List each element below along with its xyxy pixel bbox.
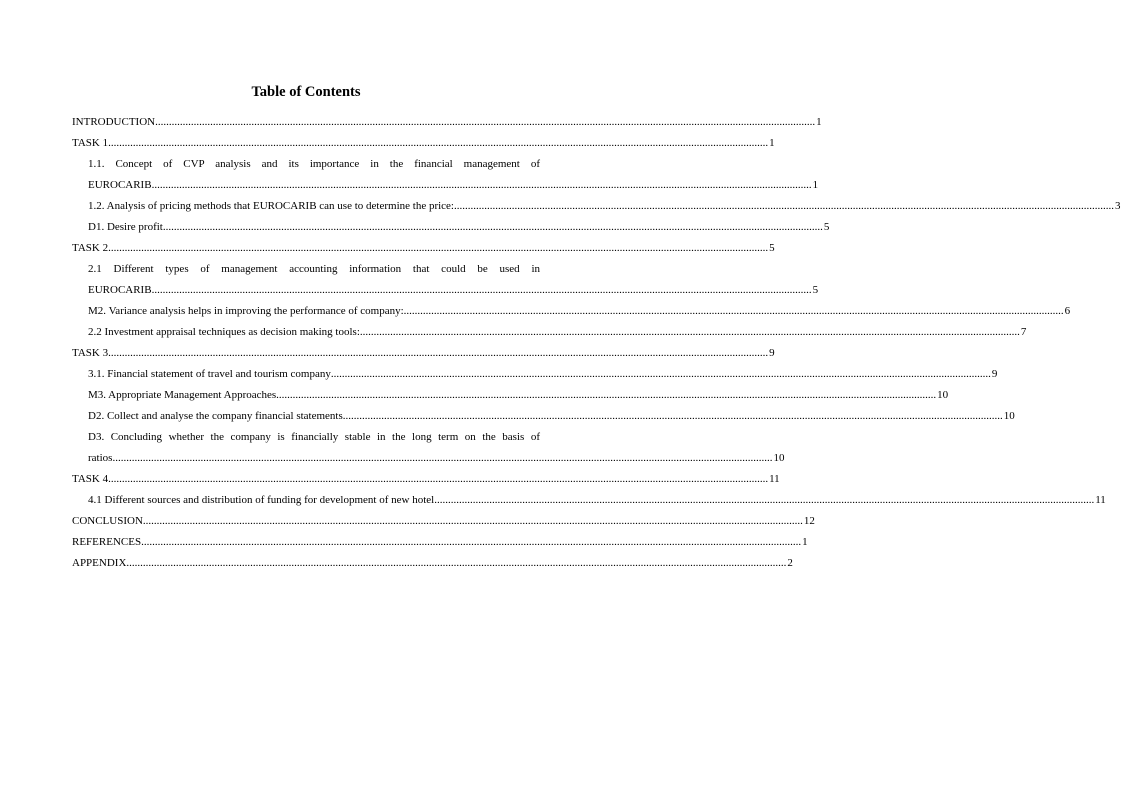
toc-entry-text: D1. Desire profit xyxy=(88,221,163,233)
toc-entry-2-2[interactable] xyxy=(72,322,1027,343)
toc-entry-page: 9 xyxy=(991,368,998,380)
toc-entry-page: 1 xyxy=(816,116,822,128)
toc-entry-text: M3. Appropriate Management Approaches xyxy=(88,389,277,401)
toc-entry-text: TASK 1 xyxy=(72,137,109,149)
toc-entry-page: 10 xyxy=(937,389,949,401)
toc-entry-page: 1 xyxy=(769,137,775,149)
toc-entry-page: 11 xyxy=(1095,494,1106,506)
toc-entry-text-line2: EUROCARIB xyxy=(88,284,152,296)
table-of-contents xyxy=(72,112,1121,574)
toc-entry-1-2[interactable] xyxy=(72,196,1121,217)
toc-entry-conclusion[interactable] xyxy=(72,511,815,532)
toc-entry-text: REFERENCES xyxy=(72,536,142,548)
toc-entry-text: APPENDIX xyxy=(72,557,127,569)
toc-entry-text-line1: 2.1 Different types of management accounting information that could be used in xyxy=(88,263,540,275)
toc-entry-page: 5 xyxy=(769,242,775,254)
toc-entry-text: TASK 3 xyxy=(72,347,109,359)
toc-entry-page: 7 xyxy=(1020,326,1027,338)
toc-entry-text: 4.1 Different sources and distribution of funding for development of new hotel xyxy=(88,494,435,506)
toc-entry-text: TASK 2 xyxy=(72,242,109,254)
toc-entry-1-1[interactable] xyxy=(72,154,819,196)
toc-entry-page: 10 xyxy=(773,452,785,464)
toc-title: Table of Contents xyxy=(251,84,361,100)
toc-entry-appendix[interactable] xyxy=(72,553,793,574)
toc-entry-text: 3.1. Financial statement of travel and tourism company xyxy=(88,368,331,380)
toc-entry-page: 5 xyxy=(823,221,830,233)
toc-entry-task-4[interactable] xyxy=(72,469,780,490)
toc-entry-text-line2: ratios xyxy=(88,452,113,464)
toc-entry-text: M2. Variance analysis helps in improving the performance of company: xyxy=(88,305,404,317)
toc-entry-d2[interactable] xyxy=(72,406,1015,427)
toc-entry-task-3[interactable] xyxy=(72,343,775,364)
toc-entry-text: TASK 4 xyxy=(72,473,109,485)
toc-entry-3-1[interactable] xyxy=(72,364,998,385)
toc-entry-task-1[interactable] xyxy=(72,133,775,154)
toc-entry-text: 2.2 Investment appraisal techniques as decision making tools: xyxy=(88,326,360,338)
toc-entry-d3[interactable] xyxy=(72,427,785,469)
toc-entry-text: 1.2. Analysis of pricing methods that EUROCARIB can use to determine the price: xyxy=(88,200,454,212)
toc-entry-text-line2: EUROCARIB xyxy=(88,179,152,191)
toc-entry-m2[interactable] xyxy=(72,301,1071,322)
toc-entry-page: 11 xyxy=(769,473,780,485)
toc-entry-text: D2. Collect and analyse the company financial statements xyxy=(88,410,343,422)
toc-entry-page: 2 xyxy=(787,557,793,569)
toc-entry-page: 12 xyxy=(803,515,815,527)
toc-entry-text-line1: D3. Concluding whether the company is financially stable in the long term on the basis of xyxy=(88,431,540,443)
toc-entry-2-1[interactable] xyxy=(72,259,819,301)
toc-entry-4-1[interactable] xyxy=(72,490,1106,511)
toc-entry-page: 5 xyxy=(812,284,819,296)
toc-entry-page: 3 xyxy=(1115,200,1121,212)
toc-entry-introduction[interactable] xyxy=(72,112,822,133)
toc-entry-page: 1 xyxy=(812,179,819,191)
toc-entry-page: 1 xyxy=(802,536,808,548)
toc-entry-text-line1: 1.1. Concept of CVP analysis and its importance in the financial management of xyxy=(88,158,540,170)
toc-entry-d1[interactable] xyxy=(72,217,830,238)
toc-entry-text: INTRODUCTION xyxy=(72,116,156,128)
toc-entry-text: CONCLUSION xyxy=(72,515,143,527)
toc-entry-page: 6 xyxy=(1064,305,1071,317)
toc-entry-task-2[interactable] xyxy=(72,238,775,259)
toc-entry-m3[interactable] xyxy=(72,385,949,406)
toc-entry-references[interactable] xyxy=(72,532,808,553)
toc-entry-page: 9 xyxy=(769,347,775,359)
toc-entry-page: 10 xyxy=(1003,410,1015,422)
